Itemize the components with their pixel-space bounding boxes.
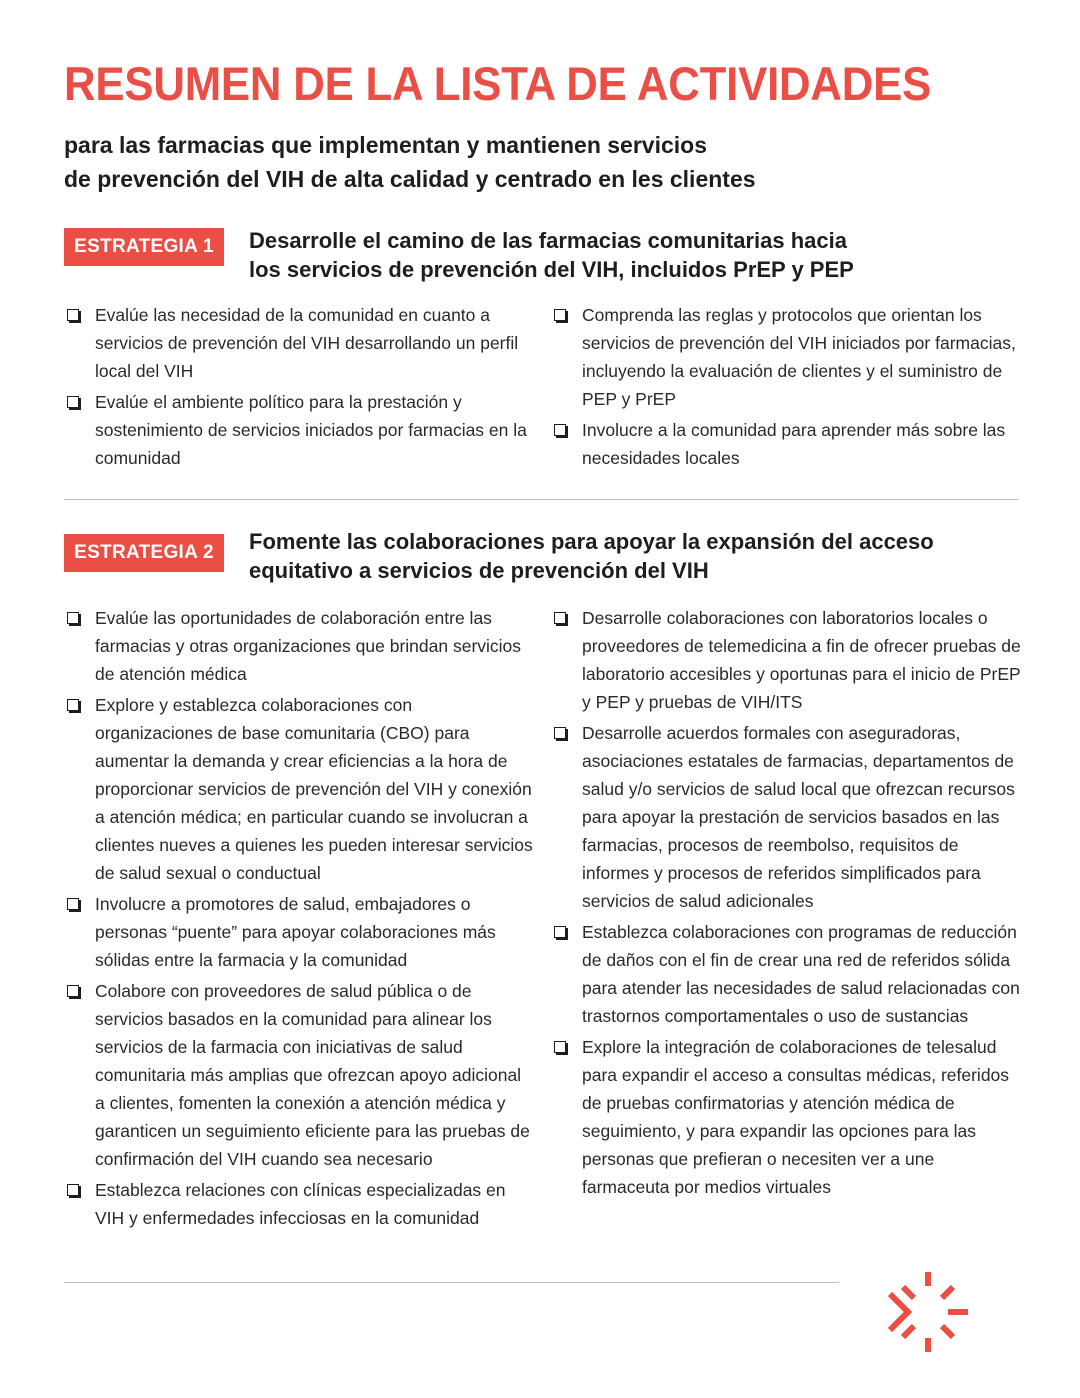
checklist-item-text: Explore la integración de colaboraciones de telesalud para expandir el acceso a consultas médicas, referidos de pruebas confirmatorias y atención médica de seguimiento, y para expandir las opciones para las personas que prefieran o necesiten ver a une farmaceuta por medios virtuales xyxy=(582,1037,1010,1197)
checkbox-icon xyxy=(67,985,79,997)
checklist-item-text: Evalúe las oportunidades de colaboración entre las farmacias y otras organizaciones que brindan servicios de atención médica xyxy=(95,608,522,684)
checkbox-icon xyxy=(67,612,79,624)
checklist-item-text: Involucre a promotores de salud, embajadores o personas “puente” para apoyar colaboraciones más sólidas entre la farmacia y la comunidad xyxy=(95,894,496,970)
checklist-item xyxy=(64,691,534,887)
strategy-2-right-column xyxy=(551,604,1021,1204)
checklist xyxy=(64,604,534,1232)
checklist-item-text: Involucre a la comunidad para aprender más sobre las necesidades locales xyxy=(582,420,1006,468)
asterisk-logo-icon xyxy=(886,1270,970,1354)
checklist-item-text: Colabore con proveedores de salud pública o de servicios basados en la comunidad para alinear los servicios de la farmacia con iniciativas de salud comunitaria más amplias que ofrezcan apoyo adicional a clientes, fomenten la conexión a atención médica y garanticen un seguimiento eficiente para las pruebas de confirmación del VIH cuando sea necesario xyxy=(95,981,530,1169)
checkbox-icon xyxy=(67,699,79,711)
checklist-item xyxy=(64,388,534,472)
checklist xyxy=(551,301,1021,472)
checklist xyxy=(64,301,534,472)
section-divider xyxy=(64,499,1018,500)
page-title: RESUMEN DE LA LISTA DE ACTIVIDADES xyxy=(64,57,932,110)
checklist-item-text: Desarrolle colaboraciones con laboratorios locales o proveedores de telemedicina a fin de ofrecer pruebas de laboratorio accesibles y oportunas para el inicio de PrEP y PEP y pruebas de VIH/ITS xyxy=(582,608,1021,712)
checklist-item-text: Evalúe las necesidad de la comunidad en cuanto a servicios de prevención del VIH desarrollando un perfil local del VIH xyxy=(95,305,519,381)
strategy-2-left-column xyxy=(64,604,534,1235)
checklist-item-text: Explore y establezca colaboraciones con organizaciones de base comunitaria (CBO) para aumentar la demanda y crear eficiencias a la hora de proporcionar servicios de prevención del VIH y conexión a atención médica; en particular cuando se involucran a clientes nueves a quienes les pueden interesar servicios de salud sexual o conductual xyxy=(95,695,533,883)
subtitle-line: de prevención del VIH de alta calidad y centrado en les clientes xyxy=(64,166,756,192)
checklist-item-text: Comprenda las reglas y protocolos que orientan los servicios de prevención del VIH iniciados por farmacias, incluyendo la evaluación de clientes y el suministro de PEP y PrEP xyxy=(582,305,1016,409)
subtitle-line: para las farmacias que implementan y mantienen servicios xyxy=(64,132,708,158)
checkbox-icon xyxy=(554,612,566,624)
checklist-item-text: Desarrolle acuerdos formales con aseguradoras, asociaciones estatales de farmacias, departamentos de salud y/o servicios de salud local que ofrezcan recursos para apoyar la prestación de servicios basados en las farmacias, procesos de reembolso, requisitos de informes y procesos de referidos simplificados para servicios de salud adicionales xyxy=(582,723,1015,911)
checkbox-icon xyxy=(554,727,566,739)
heading-line: Desarrolle el camino de las farmacias comunitarias hacia xyxy=(249,228,847,253)
checkbox-icon xyxy=(67,1184,79,1196)
checklist-item xyxy=(551,918,1021,1030)
checkbox-icon xyxy=(554,424,566,436)
checklist-item xyxy=(64,1176,534,1232)
checklist-item xyxy=(551,1033,1021,1201)
checklist-item xyxy=(64,604,534,688)
checkbox-icon xyxy=(554,1041,566,1053)
strategy-2-heading xyxy=(249,527,1009,585)
checklist-item-text: Establezca relaciones con clínicas especializadas en VIH y enfermedades infecciosas en la comunidad xyxy=(95,1180,506,1228)
checklist-item xyxy=(551,416,1021,472)
checkbox-icon xyxy=(67,898,79,910)
checklist-item xyxy=(64,890,534,974)
heading-line: los servicios de prevención del VIH, incluidos PrEP y PEP xyxy=(249,257,854,282)
strategy-2-badge: ESTRATEGIA 2 xyxy=(64,534,224,572)
footer-divider xyxy=(64,1282,839,1283)
checklist xyxy=(551,604,1021,1201)
checklist-item xyxy=(551,301,1021,413)
checkbox-icon xyxy=(67,309,79,321)
checklist-item-text: Establezca colaboraciones con programas de reducción de daños con el fin de crear una red de referidos sólida para atender las necesidades de salud relacionadas con trastornos comportamentales o uso de sustancias xyxy=(582,922,1020,1026)
checkbox-icon xyxy=(67,396,79,408)
checklist-item-text: Evalúe el ambiente político para la prestación y sostenimiento de servicios iniciados por farmacias en la comunidad xyxy=(95,392,527,468)
strategy-1-right-column xyxy=(551,301,1021,475)
heading-line: equitativo a servicios de prevención del VIH xyxy=(249,558,709,583)
checkbox-icon xyxy=(554,309,566,321)
strategy-1-badge: ESTRATEGIA 1 xyxy=(64,228,224,266)
checkbox-icon xyxy=(554,926,566,938)
checklist-item xyxy=(64,977,534,1173)
checklist-item xyxy=(551,719,1021,915)
page-subtitle xyxy=(64,128,884,196)
checklist-item xyxy=(64,301,534,385)
checklist-item xyxy=(551,604,1021,716)
heading-line: Fomente las colaboraciones para apoyar la expansión del acceso xyxy=(249,529,934,554)
strategy-1-left-column xyxy=(64,301,534,475)
strategy-1-heading xyxy=(249,226,1009,284)
